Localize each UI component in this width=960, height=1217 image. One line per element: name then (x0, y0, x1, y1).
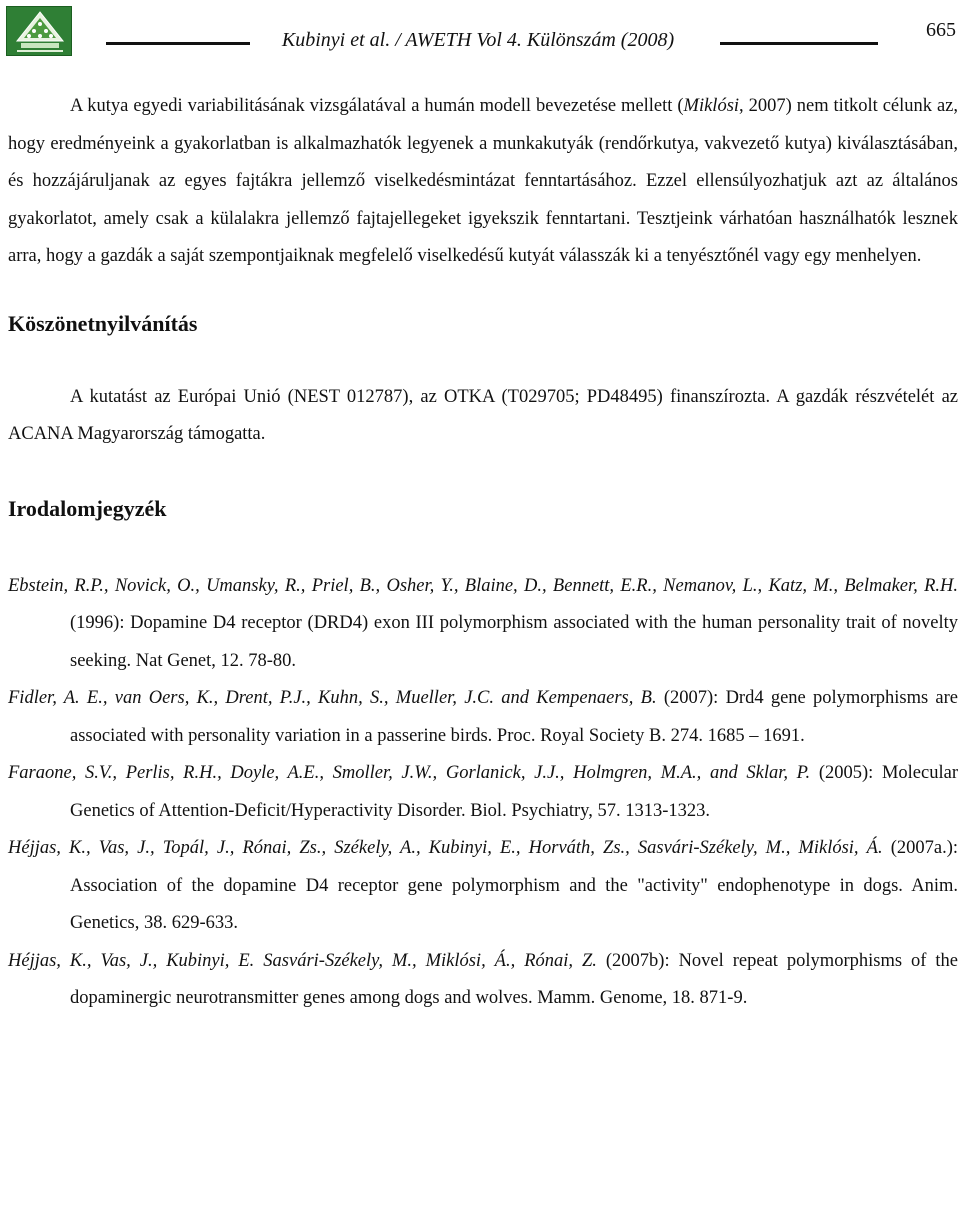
reference-item (8, 680, 958, 755)
paragraph-text-pre: A kutya egyedi variabilitásának vizsgálatával a humán modell bevezetése mellett ( (70, 96, 684, 116)
running-header: Kubinyi et al. / AWETH Vol 4. Különszám (2008) (281, 29, 675, 51)
acknowledgement-text: A kutatást az Európai Unió (NEST 012787), az OTKA (T029705; PD48495) finanszírozta. A gazdák részvételét az ACANA Magyarország támogatta. (8, 386, 958, 444)
reference-details: (2007b): Novel repeat polymorphisms of the dopaminergic neurotransmitter genes among dogs and wolves. Mamm. Genome, 18. 871-9. (70, 950, 958, 1008)
header-rule-right (720, 42, 878, 45)
body-paragraph (8, 88, 958, 276)
citation-author: Miklósi (683, 96, 740, 116)
page-number: 665 (926, 19, 956, 41)
acknowledgement-heading: Köszönetnyilvánítás (8, 310, 198, 336)
reference-details: (2005): Molecular Genetics of Attention-Deficit/Hyperactivity Disorder. Biol. Psychiatry, 57. 1313-1323. (70, 763, 958, 821)
reference-details: (2007a.): Association of the dopamine D4 receptor gene polymorphism and the "activity" endophenotype in dogs. Anim. Genetics, 38. 629-633. (70, 838, 958, 933)
page-header (0, 0, 960, 64)
reference-item (8, 568, 958, 681)
references-heading: Irodalomjegyzék (8, 495, 167, 521)
reference-item (8, 830, 958, 943)
reference-item (8, 755, 958, 830)
reference-authors: Fidler, A. E., van Oers, K., Drent, P.J., Kuhn, S., Mueller, J.C. and Kempenaers, B. (8, 688, 657, 708)
reference-authors: Héjjas, K., Vas, J., Kubinyi, E. Sasvári-Székely, M., Miklósi, Á., Rónai, Z. (8, 950, 597, 971)
reference-authors: Héjjas, K., Vas, J., Topál, J., Rónai, Zs., Székely, A., Kubinyi, E., Horváth, Zs., Sasvári-Székely, M., Miklósi, Á. (8, 838, 883, 858)
reference-details: (2007): Drd4 gene polymorphisms are associated with personality variation in a passerine birds. Proc. Royal Society B. 274. 1685 – 1691. (70, 688, 959, 746)
reference-authors: Ebstein, R.P., Novick, O., Umansky, R., Priel, B., Osher, Y., Blaine, D., Bennett, E.R., Nemanov, L., Katz, M., Belmaker, R.H. (8, 575, 958, 596)
reference-details: (1996): Dopamine D4 receptor (DRD4) exon III polymorphism associated with the human personality trait of novelty seeking. Nat Genet, 12. 78-80. (70, 613, 958, 671)
reference-item (8, 943, 958, 1018)
header-rule-left (106, 42, 250, 45)
journal-logo-icon (6, 6, 72, 56)
page-content (8, 88, 958, 1018)
paragraph-text-post: , 2007) nem titkolt célunk az, hogy eredményeink a gyakorlatban is alkalmazhatók legyenek a munkakutyák (rendőrkutya, vakvezető kutya) kiválasztásában, és hozzájáruljanak az egyes fajtákra jellemző viselkedésmintázat fenntartásához. Ezzel ellensúlyozhatjuk azt az általános gyakorlatot, amely csak a külalakra jellemző fajtajellegeket igyekszik fenntartani. Tesztjeink várhatóan használhatók lesznek arra, hogy a gazdák a saját szempontjaiknak megfelelő viselkedésű kutyát válasszák ki a tenyésztőnél vagy egy menhelyen. (8, 96, 959, 266)
reference-authors: Faraone, S.V., Perlis, R.H., Doyle, A.E., Smoller, J.W., Gorlanick, J.J., Holmgren, M.A., and Sklar, P. (8, 763, 811, 783)
reference-list (8, 568, 958, 1018)
